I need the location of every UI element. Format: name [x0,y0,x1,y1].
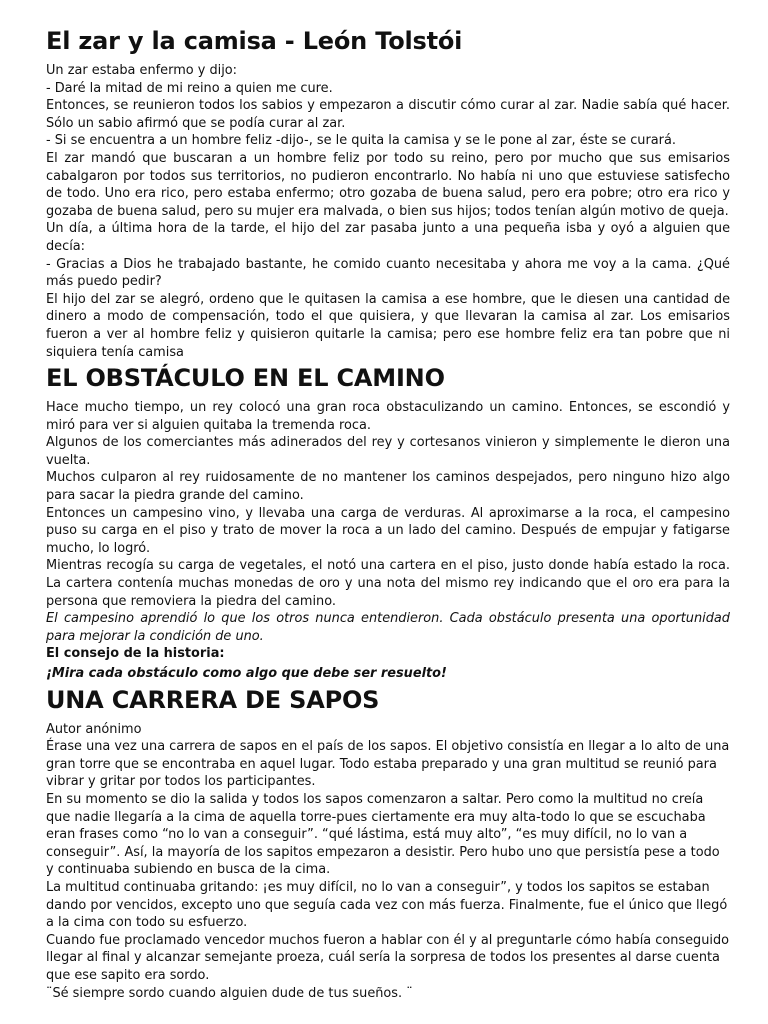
paragraph: - Si se encuentra a un hombre feliz -dijo-, se le quita la camisa y se le pone al zar, éste se curará. [46,133,676,149]
closing-quote: ¨Sé siempre sordo cuando alguien dude de tus sueños. ¨ [46,985,413,1001]
paragraph: El hijo del zar se alegró, ordeno que le quitasen la camisa a ese hombre, que le diesen una cantidad de dinero a modo de compensación, todo el que quisiera, y que llevaran la camisa al zar. Los emisarios fueron a ver al hombre feliz y quisieron quitarle la camisa; pero ese hombre feliz era tan pobre que ni siquiera tenía camisa [46,291,730,360]
story-title: UNA CARRERA DE SAPOS [46,685,380,714]
story-el-zar-y-la-camisa [46,26,730,361]
paragraph: Un día, a última hora de la tarde, el hijo del zar pasaba junto a una pequeña isba y oyó a alguien que decía: [46,221,730,254]
paragraph: Entonces un campesino vino, y llevaba una carga de verduras. Al aproximarse a la roca, el campesino puso su carga en el piso y trato de mover la roca a un lado del camino. Después de empujar y fatigarse mucho, lo logró. [46,505,730,556]
paragraph: Hace mucho tiempo, un rey colocó una gran roca obstaculizando un camino. Entonces, se escondió y miró para ver si alguien quitaba la tremenda roca. [46,400,730,433]
paragraph: Cuando fue proclamado vencedor muchos fueron a hablar con él y al preguntarle cómo había conseguido llegar al final y alcanzar semejante proeza, cuál sería la sorpresa de todos los presentes al darse cuenta que ese sapito era sordo. [46,932,730,983]
paragraph: El zar mandó que buscaran a un hombre feliz por todo su reino, pero por mucho que sus emisarios cabalgaron por todos sus territorios, no pudieron encontrarlo. No había ni uno que estuviese satisfecho de todo. Uno era rico, pero estaba enfermo; otro gozaba de buena salud, pero era pobre; otro era rico y gozaba de buena salud, pero su mujer era malvada, o bien sus hijos; todos tenían algún motivo de queja. [46,150,730,219]
paragraph: Algunos de los comerciantes más adinerados del rey y cortesanos vinieron y simplemente le dieron una vuelta. [46,435,730,468]
paragraph: Érase una vez una carrera de sapos en el país de los sapos. El objetivo consistía en llegar a lo alto de una gran torre que se encontraba en aquel lugar. Todo estaba preparado y una gran multitud se reunió para vibrar y gritar por todos los participantes. [46,739,730,790]
story-moral: El campesino aprendió lo que los otros nunca entendieron. Cada obstáculo presenta una oportunidad para mejorar la condición de uno. [46,611,730,644]
paragraph: En su momento se dio la salida y todos los sapos comenzaron a saltar. Pero como la multitud no creía que nadie llegaría a la cima de aquella torre-pues ciertamente era muy alta-todo lo que se escuchaba eran frases como “no lo van a conseguir”. “qué lástima, está muy alto”, “es muy difícil, no lo van a conseguir”. Así, la mayoría de los sapitos empezaron a desistir. Pero hubo uno que persistía pese a todo y continuaba subiendo en busca de la cima. [46,791,720,878]
paragraph: La multitud continuaba gritando: ¡es muy difícil, no lo van a conseguir”, y todos los sapitos se estaban dando por vencidos, excepto uno que seguía cada vez con más fuerza. Finalmente, fue el único que llegó a la cima con todo su esfuerzo. [46,879,728,931]
paragraph: - Daré la mitad de mi reino a quien me cure. [46,80,333,96]
paragraph: - Gracias a Dios he trabajado bastante, he comido cuanto necesitaba y ahora me voy a la cama. ¿Qué más puedo pedir? [46,256,730,290]
paragraph: Un zar estaba enfermo y dijo: [46,63,238,78]
advice-heading: El consejo de la historia: [46,646,225,662]
advice-text: ¡Mira cada obstáculo como algo que debe ser resuelto! [46,666,447,681]
story-el-obstaculo-en-el-camino [46,363,730,683]
paragraph: Mientras recogía su carga de vegetales, el notó una cartera en el piso, justo donde había estado la roca. La cartera contenía muchas monedas de oro y una nota del mismo rey indicando que el oro era para la persona que removiera la piedra del camino. [46,558,730,609]
story-author: Autor anónimo [46,721,142,737]
paragraph: Entonces, se reunieron todos los sabios y empezaron a discutir cómo curar al zar. Nadie sabía qué hacer. Sólo un sabio afirmó que se podía curar al zar. [46,98,730,131]
paragraph: Muchos culparon al rey ruidosamente de no mantener los caminos despejados, pero ninguno hizo algo para sacar la piedra grande del camino. [46,470,730,504]
story-title: El zar y la camisa - León Tolstói [46,27,463,55]
story-una-carrera-de-sapos [46,685,730,1003]
story-title: EL OBSTÁCULO EN EL CAMINO [46,364,445,393]
